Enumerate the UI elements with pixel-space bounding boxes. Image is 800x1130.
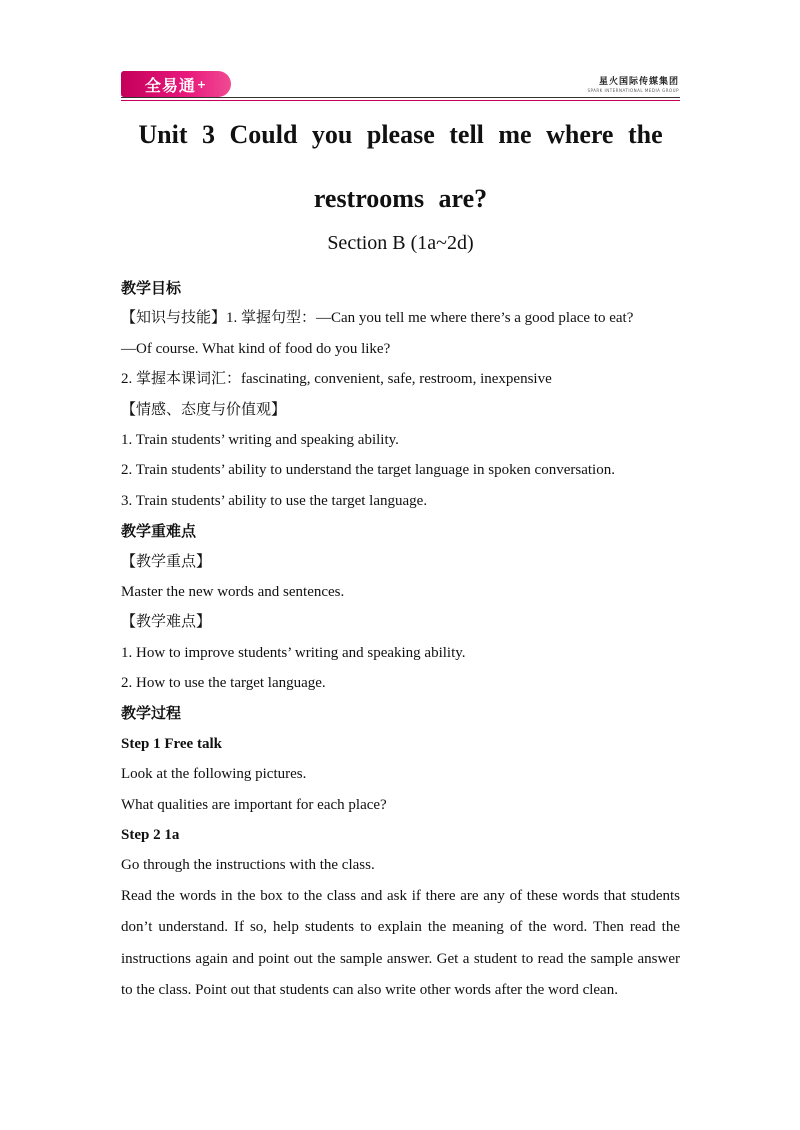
page-title xyxy=(121,103,680,231)
header-rule xyxy=(121,97,680,98)
knowledge-dialog-line: —Of course. What kind of food do you like? xyxy=(121,340,391,357)
difficult-item-2: 2. How to use the target language. xyxy=(121,675,326,692)
heading-teaching-goals: 教学目标 xyxy=(121,279,182,297)
publisher-name-cn: 星火国际传媒集团 xyxy=(598,77,679,87)
step-1-line-1: Look at the following pictures. xyxy=(121,766,307,783)
brand-logo xyxy=(121,71,231,97)
page-header xyxy=(0,0,800,110)
publisher-mark xyxy=(587,74,679,93)
key-points-label: 【教学重点】 xyxy=(121,553,212,570)
step-2-heading: Step 2 1a xyxy=(121,827,180,844)
heading-key-difficult-points: 教学重难点 xyxy=(121,522,197,541)
header-accent-rule xyxy=(121,100,680,101)
logo-text: 全易通 xyxy=(144,75,196,95)
difficult-item-1: 1. How to improve students’ writing and speaking ability. xyxy=(121,644,466,661)
step-2-paragraph: Read the words in the box to the class and ask if there are any of these words that students don’t understand. If so, help students to explain the meaning of the word. Then read the instructions again and point out the sample answer. Get a student to read the sample answer to the class. Point out that students can also write other words after the word clean. xyxy=(121,887,680,999)
key-points-text: Master the new words and sentences. xyxy=(121,583,345,600)
knowledge-skills-line: 【知识与技能】1. 掌握句型：—Can you tell me where there’s a good place to eat? xyxy=(121,310,634,327)
attitude-item-3: 3. Train students’ ability to use the target language. xyxy=(121,492,428,509)
section-subtitle: Section B (1a~2d) xyxy=(327,232,474,254)
attitude-values-label: 【情感、态度与价值观】 xyxy=(121,401,287,418)
difficult-points-label: 【教学难点】 xyxy=(121,614,212,631)
logo-plus: + xyxy=(196,77,208,91)
step-1-line-2: What qualities are important for each place? xyxy=(121,796,387,813)
publisher-name-en: SPARK INTERNATIONAL MEDIA GROUP xyxy=(587,88,679,93)
heading-teaching-process: 教学过程 xyxy=(121,704,182,723)
title-line-1: Unit 3 Could you please tell me where the xyxy=(138,120,663,149)
attitude-item-1: 1. Train students’ writing and speaking ability. xyxy=(121,431,399,448)
title-line-2: restrooms are? xyxy=(313,184,488,213)
document-body xyxy=(121,273,680,1007)
step-2-line-1: Go through the instructions with the class. xyxy=(121,857,375,874)
step-1-heading: Step 1 Free talk xyxy=(121,735,222,752)
vocabulary-line: 2. 掌握本课词汇：fascinating, convenient, safe, restroom, inexpensive xyxy=(121,371,552,388)
attitude-item-2: 2. Train students’ ability to understand the target language in spoken conversation. xyxy=(121,462,615,479)
